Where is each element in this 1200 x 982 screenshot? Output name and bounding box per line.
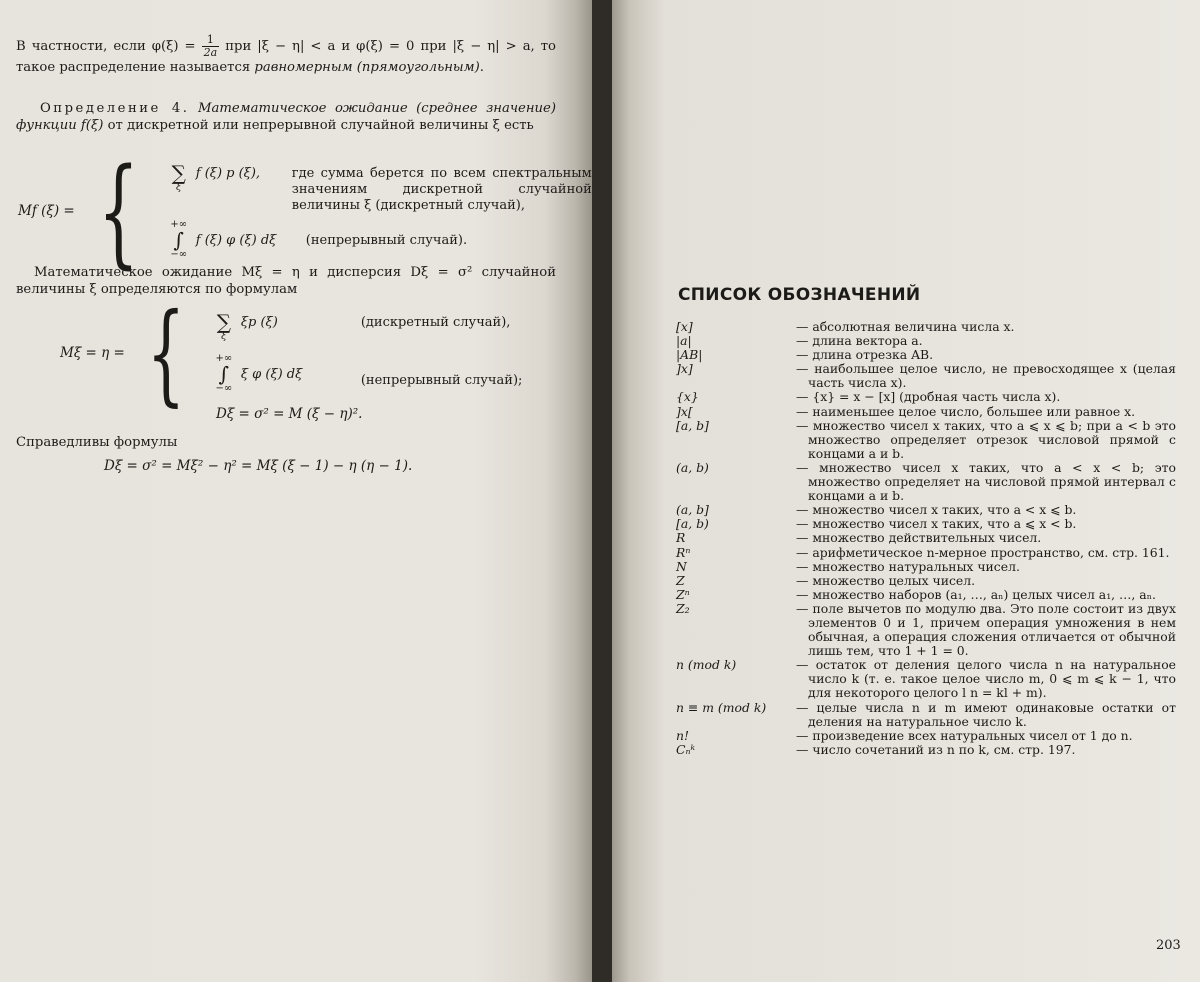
mf-case-continuous [162, 220, 592, 260]
mf-discrete-text: где сумма берется по всем спектральным значениям дискретной случайной величины ξ (дискретный случай), [291, 165, 592, 213]
mf-cases [162, 160, 592, 260]
right-page [612, 0, 1200, 982]
notation-item [676, 701, 1176, 729]
notation-definition: — множество чисел x таких, что a < x ⩽ b. [796, 502, 1077, 518]
term-uniform: равномерным (прямоугольным) [254, 60, 480, 75]
me-discrete-expr: ξp (ξ) [240, 315, 278, 330]
notation-item [676, 419, 1176, 461]
fraction-numerator: 1 [202, 34, 220, 47]
me-continuous-expr: ξ φ (ξ) dξ [240, 367, 303, 382]
para-1b: при |ξ − η| < a и φ(ξ) = 0 при |ξ − η| > a, то такое распределение называется [16, 39, 556, 75]
integral-operator [207, 354, 241, 394]
notation-definition: — поле вычетов по модулю два. Это поле состоит из двух элементов 0 и 1, причем операция умножения в нем обычная, а операция сложения отличается от обычной лишь тем, что 1 + 1 = 0. [796, 600, 1176, 659]
sum-index: ξ [176, 181, 182, 193]
definition-body: от дискретной или непрерывной случайной величины ξ есть [107, 118, 534, 133]
notation-title: СПИСОК ОБОЗНАЧЕНИЙ [678, 285, 921, 305]
notation-item [676, 390, 1176, 404]
notation-symbol: n ≡ m (mod k) [676, 699, 767, 715]
notation-definition: — множество целых чисел. [796, 572, 976, 588]
notation-definition: — множество наборов (a₁, …, aₙ) целых чисел a₁, …, aₙ. [796, 586, 1156, 602]
integral-icon: ∫ [218, 362, 230, 386]
notation-definition: — арифметическое n-мерное пространство, см. стр. 161. [796, 544, 1170, 560]
notation-symbol: ]x[ [676, 403, 693, 419]
notation-definition: — целые числа n и m имеют одинаковые остатки от деления на натуральное число k. [796, 699, 1176, 729]
integral-operator [162, 220, 196, 260]
notation-definition: — длина вектора a. [796, 333, 923, 349]
notation-definition: — множество действительных чисел. [796, 530, 1042, 546]
int-lower: −∞ [170, 248, 188, 260]
notation-definition: — остаток от деления целого числа n на натуральное число k (т. е. такое целое число m, 0 ⩽ m ⩽ k − 1, что для некоторого целого l n = kl + m). [796, 657, 1176, 701]
sum-icon: ∑ [171, 160, 186, 185]
mf-continuous-text: (непрерывный случай). [305, 232, 468, 248]
paragraph-uniform-distribution [16, 34, 556, 76]
notation-item [676, 362, 1176, 390]
me-discrete-text: (дискретный случай), [360, 315, 511, 330]
sum-operator [207, 312, 241, 342]
book-gutter [592, 0, 612, 982]
notation-symbol: |a| [676, 333, 692, 349]
integral-icon: ∫ [173, 227, 184, 252]
notation-definition: — наименьшее целое число, большее или равное x. [796, 403, 1136, 419]
page-number: 203 [1156, 938, 1181, 953]
int-upper: +∞ [215, 353, 233, 364]
left-brace-icon: { [146, 289, 186, 417]
notation-symbol: (a, b] [676, 502, 709, 518]
mf-discrete-expr: f (ξ) p (ξ), [195, 165, 261, 181]
notation-item [676, 658, 1176, 700]
me-lhs: Mξ = η = [60, 345, 125, 361]
notation-definition: — наибольшее целое число, не превосходящее x (целая часть числа x). [796, 361, 1176, 391]
notation-definition: — {x} = x − [x] (дробная часть числа x). [796, 389, 1061, 405]
notation-item [676, 729, 1176, 743]
notation-definition: — абсолютная величина числа x. [796, 319, 1015, 334]
notation-symbol: [x] [676, 319, 693, 334]
notation-item [676, 461, 1176, 503]
me-case-continuous [207, 354, 523, 394]
fraction-denominator: 2a [203, 46, 218, 59]
notation-item [676, 574, 1176, 588]
notation-item [676, 743, 1176, 757]
sum-icon: ∑ [216, 310, 231, 334]
final-formula: Dξ = σ² = Mξ² − η² = Mξ (ξ − 1) − η (η − 1). [104, 458, 413, 474]
sum-operator [162, 160, 196, 193]
notation-symbol: n! [676, 727, 689, 743]
notation-symbol: Z₂ [676, 600, 690, 616]
notation-definition: — множество чисел x таких, что a ⩽ x ⩽ b; при a < b это множество определяет отрезок числовой прямой с концами a и b. [796, 417, 1176, 461]
left-page [0, 0, 592, 982]
mf-case-discrete [162, 160, 592, 214]
notation-definition: — произведение всех натуральных чисел от 1 до n. [796, 727, 1133, 743]
notation-symbol: (a, b) [676, 459, 709, 475]
notation-symbol: R [676, 530, 686, 546]
notation-item [676, 334, 1176, 348]
notation-list [676, 320, 1176, 757]
paragraph-formulas: Справедливы формулы [16, 435, 178, 450]
fraction [202, 34, 220, 59]
paragraph-expectation-variance: Математическое ожидание Mξ = η и дисперсия Dξ = σ² случайной величины ξ определяются по формулам [16, 265, 556, 297]
left-brace-icon: { [97, 142, 139, 280]
variance-formula: Dξ = σ² = M (ξ − η)². [216, 406, 363, 422]
mf-lhs: Mf (ξ) = [18, 203, 75, 219]
notation-symbol: [a, b] [676, 417, 709, 433]
notation-symbol: n (mod k) [676, 657, 737, 673]
me-cases [207, 312, 523, 394]
formula-mf [18, 142, 592, 280]
notation-symbol: ]x] [676, 361, 693, 377]
notation-symbol: |AB| [676, 347, 703, 363]
notation-definition: — длина отрезка AB. [796, 347, 934, 363]
notation-item [676, 588, 1176, 602]
para-1a: В частности, если φ(ξ) = [16, 39, 196, 54]
notation-item [676, 348, 1176, 362]
notation-symbol: {x} [676, 389, 699, 405]
notation-item [676, 320, 1176, 334]
notation-item [676, 503, 1176, 517]
notation-definition: — множество чисел x таких, что a < x < b; это множество определяет на числовой прямой интервал с концами a и b. [796, 459, 1176, 504]
notation-symbol: Rⁿ [676, 544, 691, 560]
notation-symbol: [a, b) [676, 516, 709, 532]
mf-continuous-expr: f (ξ) φ (ξ) dξ [195, 232, 277, 248]
notation-symbol: Z [676, 572, 685, 588]
notation-item [676, 560, 1176, 574]
int-lower: −∞ [215, 383, 233, 394]
notation-item [676, 517, 1176, 531]
notation-item [676, 546, 1176, 560]
notation-definition: — число сочетаний из n по k, см. стр. 197. [796, 741, 1076, 757]
definition-term: Математическое ожидание (среднее значение) функции f(ξ) [16, 101, 556, 133]
para-1-end: . [479, 60, 484, 75]
definition-label: Определение 4. [40, 101, 190, 116]
notation-item [676, 405, 1176, 419]
notation-definition: — множество натуральных чисел. [796, 558, 1020, 574]
me-case-discrete [207, 312, 523, 342]
notation-symbol: N [676, 558, 687, 574]
notation-item [676, 602, 1176, 658]
me-continuous-text: (непрерывный случай); [360, 373, 523, 388]
sum-index: ξ [221, 331, 227, 342]
notation-symbol: Cₙᵏ [676, 741, 696, 757]
notation-definition: — множество чисел x таких, что a ⩽ x < b. [796, 516, 1077, 532]
notation-symbol: Zⁿ [676, 586, 690, 602]
definition-4 [16, 100, 556, 134]
int-upper: +∞ [170, 218, 188, 230]
notation-item [676, 531, 1176, 545]
